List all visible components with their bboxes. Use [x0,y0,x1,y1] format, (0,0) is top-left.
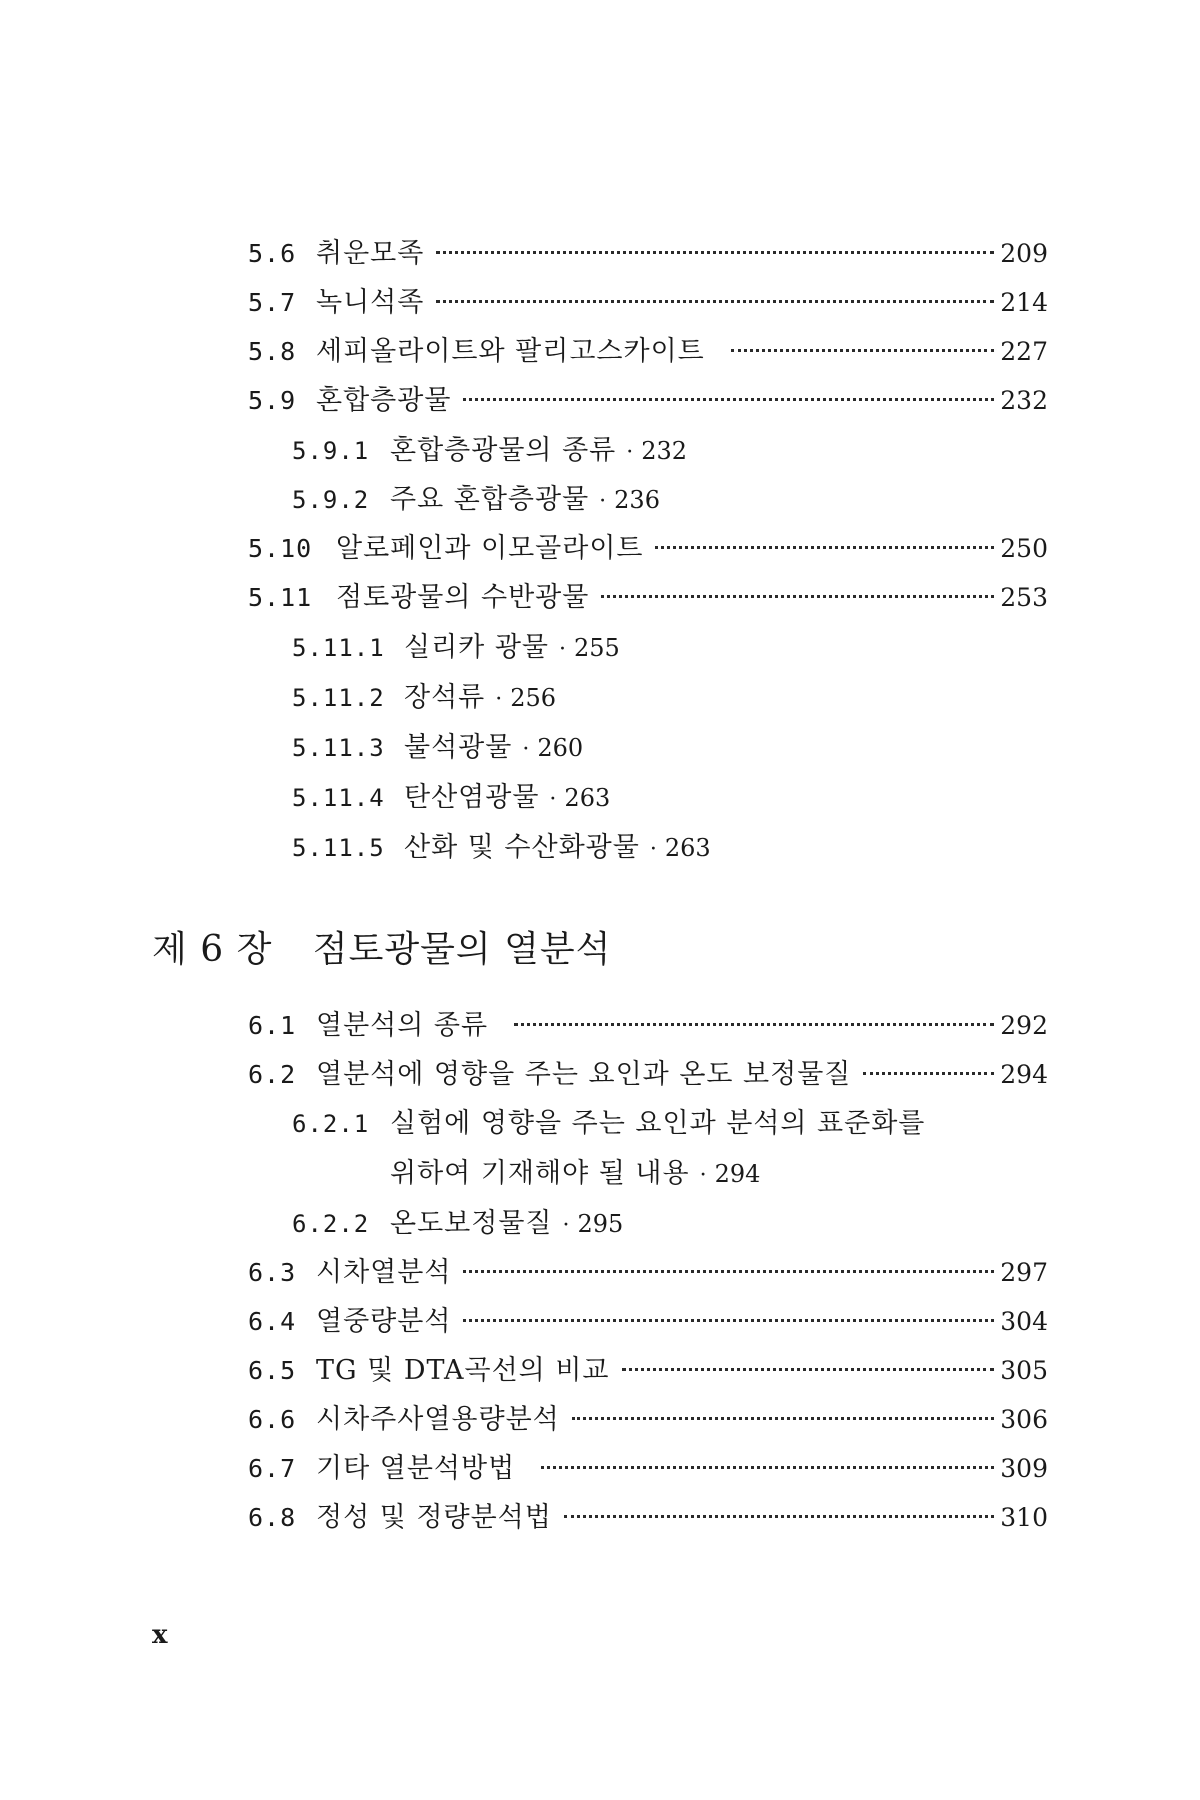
entry-page: 232 [1000,386,1048,415]
entry-title-line2: 위하여 기재해야 될 내용 [390,1158,690,1189]
entry-title: 열중량분석 [316,1306,452,1337]
dot-leader [514,1023,994,1026]
entry-number: 6.6 [248,1405,297,1434]
entry-page: 297 [1000,1258,1048,1287]
toc-subentry [292,830,711,868]
toc-subentry [292,630,620,668]
dot-leader [436,300,994,303]
toc-entry [248,285,1048,321]
dot-leader [541,1466,994,1469]
toc-entry [248,1353,1048,1389]
entry-number: 6.2 [248,1060,297,1089]
entry-number: 6.8 [248,1503,297,1532]
entry-page: 304 [1000,1307,1048,1336]
entry-page: 256 [510,684,557,712]
entry-page: 260 [537,734,584,762]
entry-title: 산화 및 수산화광물 [404,832,640,863]
entry-title: 세피올라이트와 팔리고스카이트 [316,336,705,367]
dot-leader [463,1270,994,1273]
toc-entry [248,531,1048,567]
entry-number: 5.6 [248,239,297,268]
entry-title: 점토광물의 수반광물 [336,582,590,613]
dot-leader [731,349,995,352]
entry-title: 혼합층광물의 종류 [390,435,617,466]
entry-number: 6.1 [248,1011,297,1040]
dot-leader [463,1319,994,1322]
entry-title: 알로페인과 이모골라이트 [336,533,644,564]
entry-number: 5.11.3 [292,734,385,762]
chapter-heading [152,928,611,972]
entry-title: TG 및 DTA곡선의 비교 [316,1355,610,1386]
entry-title: 장석류 [404,682,486,713]
separator-dot: · [626,440,634,465]
entry-page: 292 [1000,1011,1048,1040]
separator-dot: · [559,637,566,662]
separator-dot: · [495,687,503,712]
entry-title: 기타 열분석방법 [316,1453,516,1484]
entry-number: 5.11.4 [292,784,385,812]
entry-page: 305 [1000,1356,1048,1385]
entry-page: 250 [1000,534,1048,563]
entry-title: 온도보정물질 [390,1208,553,1239]
dot-leader [463,398,994,401]
entry-number: 5.8 [248,337,297,366]
entry-number: 6.2.1 [292,1110,370,1138]
entry-title: 녹니석족 [316,287,425,318]
entry-number: 6.4 [248,1307,297,1336]
chapter-label: 제 6 장 [152,929,273,970]
toc-subentry [292,780,610,818]
entry-title: 실리카 광물 [404,632,549,663]
toc-entry [248,334,1048,370]
entry-number: 5.11 [248,583,313,612]
entry-page: 232 [641,437,688,465]
entry-number: 6.2.2 [292,1210,370,1238]
separator-dot: · [522,737,530,762]
entry-number: 5.11.5 [292,834,385,862]
entry-page: 255 [574,634,620,662]
entry-page: 209 [1000,239,1048,268]
entry-number: 5.11.1 [292,634,385,662]
chapter-title: 점토광물의 열분석 [312,929,612,970]
entry-page: 263 [664,834,711,862]
entry-page: 306 [1000,1405,1048,1434]
toc-subentry [292,482,660,520]
entry-number: 5.11.2 [292,684,385,712]
entry-title: 주요 혼합층광물 [390,484,590,515]
entry-page: 236 [614,486,660,514]
dot-leader [436,251,994,254]
entry-page: 227 [1000,337,1048,366]
entry-title: 취운모족 [316,238,425,269]
toc-subentry [292,1106,925,1142]
entry-title-line1: 실험에 영향을 주는 요인과 분석의 표준화를 [390,1108,926,1139]
separator-dot: · [699,1163,707,1188]
toc-entry [248,1057,1048,1093]
toc-entry [248,236,1048,272]
entry-page: 310 [1000,1503,1048,1532]
entry-title: 열분석의 종류 [316,1010,489,1041]
entry-number: 5.9.1 [292,437,370,465]
entry-title: 시차열분석 [316,1257,452,1288]
entry-page: 294 [714,1160,761,1188]
entry-number: 6.7 [248,1454,297,1483]
toc-entry [248,1402,1048,1438]
entry-page: 253 [1000,583,1048,612]
entry-title: 혼합층광물 [316,385,452,416]
entry-page: 295 [577,1210,624,1238]
entry-title: 시차주사열용량분석 [316,1404,560,1435]
separator-dot: · [549,787,557,812]
dot-leader [622,1368,995,1371]
toc-entry [248,1008,1048,1044]
entry-number: 5.9 [248,386,297,415]
dot-leader [564,1515,994,1518]
toc-entry [248,383,1048,419]
toc-entry [248,1451,1048,1487]
entry-number: 6.3 [248,1258,297,1287]
toc-entry [248,1255,1048,1291]
entry-title: 정성 및 정량분석법 [316,1502,552,1533]
entry-page: 294 [1000,1060,1048,1089]
entry-title: 탄산염광물 [404,782,540,813]
page-folio: x [152,1620,168,1650]
toc-subentry [292,680,556,718]
separator-dot: · [649,837,657,862]
entry-number: 5.10 [248,534,313,563]
entry-title: 열분석에 영향을 주는 요인과 온도 보정물질 [316,1059,852,1090]
toc-entry [248,1304,1048,1340]
entry-page: 309 [1000,1454,1048,1483]
entry-page: 263 [564,784,611,812]
separator-dot: · [599,489,607,514]
entry-title: 불석광물 [404,732,513,763]
toc-entry [248,1500,1048,1536]
dot-leader [572,1417,995,1420]
entry-page: 214 [1000,288,1048,317]
toc-subentry-continuation [390,1156,760,1194]
separator-dot: · [562,1213,570,1238]
toc-subentry [292,1206,623,1244]
entry-number: 6.5 [248,1356,297,1385]
dot-leader [601,595,994,598]
toc-subentry [292,730,583,768]
entry-number: 5.9.2 [292,486,370,514]
toc-subentry [292,433,687,471]
dot-leader [655,546,994,549]
entry-number: 5.7 [248,288,297,317]
dot-leader [863,1072,994,1075]
toc-entry [248,580,1048,616]
